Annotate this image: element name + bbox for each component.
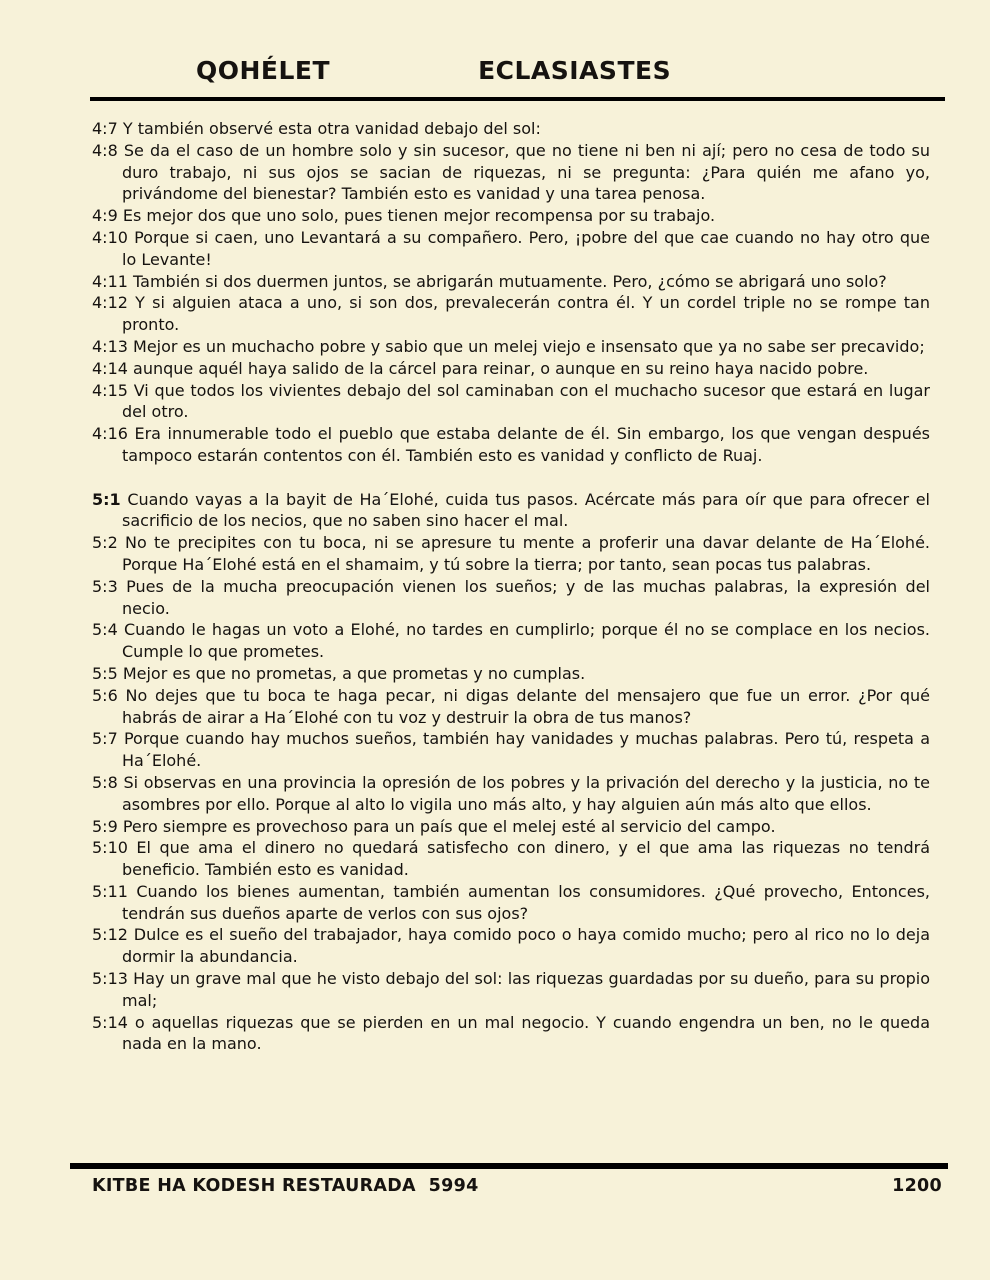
- verse: 4:14 aunque aquél haya salido de la cárcel para reinar, o aunque en su reino haya nacido pobre.: [92, 358, 869, 378]
- verse-ref: 5:13: [92, 969, 128, 989]
- verse: 5:6 No dejes que tu boca te haga pecar, ni digas delante del mensajero que fue un error. ¿Por qué habrás de airar a Ha´Elohé con tu voz y destruir la obra de tus manos?: [92, 685, 930, 727]
- verse: 5:8 Si observas en una provincia la opresión de los pobres y la privación del derecho y la justicia, no te asombres por ello. Porque al alto lo vigila uno más alto, y hay alguien aún más alto que ellos.: [92, 772, 930, 814]
- verse: 5:11 Cuando los bienes aumentan, también aumentan los consumidores. ¿Qué provecho, Entonces, tendrán sus dueños aparte de verlos con sus ojos?: [92, 881, 930, 923]
- verse-ref: 5:11: [92, 881, 128, 901]
- verse: 4:10 Porque si caen, uno Levantará a su compañero. Pero, ¡pobre del que cae cuando no hay otro que lo Levante!: [92, 227, 930, 269]
- page-footer: [0, 1163, 990, 1196]
- verse-ref: 4:12: [92, 293, 128, 313]
- verse: 4:15 Vi que todos los vivientes debajo del sol caminaban con el muchacho sucesor que estará en lugar del otro.: [92, 380, 930, 422]
- verse: 4:7 Y también observé esta otra vanidad debajo del sol:: [92, 119, 541, 138]
- verse-ref: 4:14: [92, 358, 128, 378]
- verse-body: [92, 118, 930, 1055]
- verse-ref: 5:5: [92, 663, 118, 683]
- verse-ref: 4:16: [92, 424, 128, 444]
- chapter: [92, 118, 930, 467]
- verse-ref: 5:6: [92, 685, 118, 705]
- verse: 5:3 Pues de la mucha preocupación vienen los sueños; y de las muchas palabras, la expresión del necio.: [92, 576, 930, 618]
- verse: 4:8 Se da el caso de un hombre solo y sin sucesor, que no tiene ni ben ni ají; pero no cesa de todo su duro trabajo, ni sus ojos se sacian de riquezas, ni se pregunta: ¿Para quién me afano yo, privándome del bienestar? También esto es vanidad y una tarea penosa.: [92, 140, 930, 204]
- verse-ref: 5:10: [92, 838, 128, 858]
- verse: 5:13 Hay un grave mal que he visto debajo del sol: las riquezas guardadas por su dueño, para su propio mal;: [92, 969, 930, 1010]
- header-title-right: ECLASIASTES: [478, 56, 672, 85]
- verse-ref: 5:3: [92, 576, 118, 596]
- verse: 4:9 Es mejor dos que uno solo, pues tienen mejor recompensa por su trabajo.: [92, 206, 716, 226]
- verse-ref: 5:12: [92, 925, 128, 945]
- verse: 5:12 Dulce es el sueño del trabajador, haya comido poco o haya comido mucho; pero al rico no lo deja dormir la abundancia.: [92, 925, 930, 967]
- page-header: [0, 0, 990, 85]
- chapter: [92, 489, 930, 1056]
- verse: 4:11 También si dos duermen juntos, se abrigarán mutuamente. Pero, ¿cómo se abrigará uno solo?: [92, 271, 887, 291]
- verse-ref: 5:1: [92, 489, 121, 509]
- verse-ref: 5:9: [92, 816, 118, 836]
- verse-ref: 5:2: [92, 533, 118, 553]
- footer-book-label: KITBE HA KODESH RESTAURADA 5994: [92, 1176, 479, 1196]
- header-rule: [90, 97, 945, 101]
- footer-text: [92, 1176, 942, 1196]
- verse: 5:7 Porque cuando hay muchos sueños, también hay vanidades y muchas palabras. Pero tú, respeta a Ha´Elohé.: [92, 729, 930, 771]
- header-title-left: QOHÉLET: [196, 56, 331, 85]
- verse-ref: 4:7: [92, 119, 118, 138]
- verse-ref: 4:13: [92, 336, 128, 356]
- verse-ref: 4:8: [92, 140, 118, 160]
- verse-ref: 4:15: [92, 380, 128, 400]
- verse: 5:5 Mejor es que no prometas, a que prometas y no cumplas.: [92, 663, 586, 683]
- footer-rule: [70, 1163, 948, 1169]
- verse: 5:9 Pero siempre es provechoso para un país que el melej esté al servicio del campo.: [92, 816, 776, 836]
- verse-ref: 5:4: [92, 620, 118, 640]
- verse: 5:14 o aquellas riquezas que se pierden en un mal negocio. Y cuando engendra un ben, no le queda nada en la mano.: [92, 1012, 930, 1054]
- verse: 4:16 Era innumerable todo el pueblo que estaba delante de él. Sin embargo, los que vengan después tampoco estarán contentos con él. También esto es vanidad y conflicto de Ruaj.: [92, 424, 930, 465]
- verse: 4:13 Mejor es un muchacho pobre y sabio que un melej viejo e insensato que ya no sabe ser precavido;: [92, 336, 925, 356]
- verse-ref: 5:7: [92, 729, 118, 749]
- verse: 5:1 Cuando vayas a la bayit de Ha´Elohé, cuida tus pasos. Acércate más para oír que para ofrecer el sacrificio de los necios, que no saben sino hacer el mal.: [92, 489, 930, 531]
- verse: 5:4 Cuando le hagas un voto a Elohé, no tardes en cumplirlo; porque él no se complace en los necios. Cumple lo que prometes.: [92, 620, 930, 662]
- verse: 5:2 No te precipites con tu boca, ni se apresure tu mente a proferir una davar delante de Ha´Elohé. Porque Ha´Elohé está en el shamaim, y tú sobre la tierra; por tanto, sean pocas tus palabras.: [92, 533, 930, 574]
- verse: 4:12 Y si alguien ataca a uno, si son dos, prevalecerán contra él. Y un cordel triple no se rompe tan pronto.: [92, 293, 930, 335]
- verse-ref: 4:9: [92, 206, 118, 226]
- verse-ref: 5:14: [92, 1012, 128, 1032]
- verse-ref: 4:11: [92, 271, 128, 291]
- verse-ref: 5:8: [92, 772, 118, 792]
- verse-ref: 4:10: [92, 227, 128, 247]
- footer-page-number: 1200: [892, 1176, 942, 1196]
- verse: 5:10 El que ama el dinero no quedará satisfecho con dinero, y el que ama las riquezas no tendrá beneficio. También esto es vanidad.: [92, 838, 930, 880]
